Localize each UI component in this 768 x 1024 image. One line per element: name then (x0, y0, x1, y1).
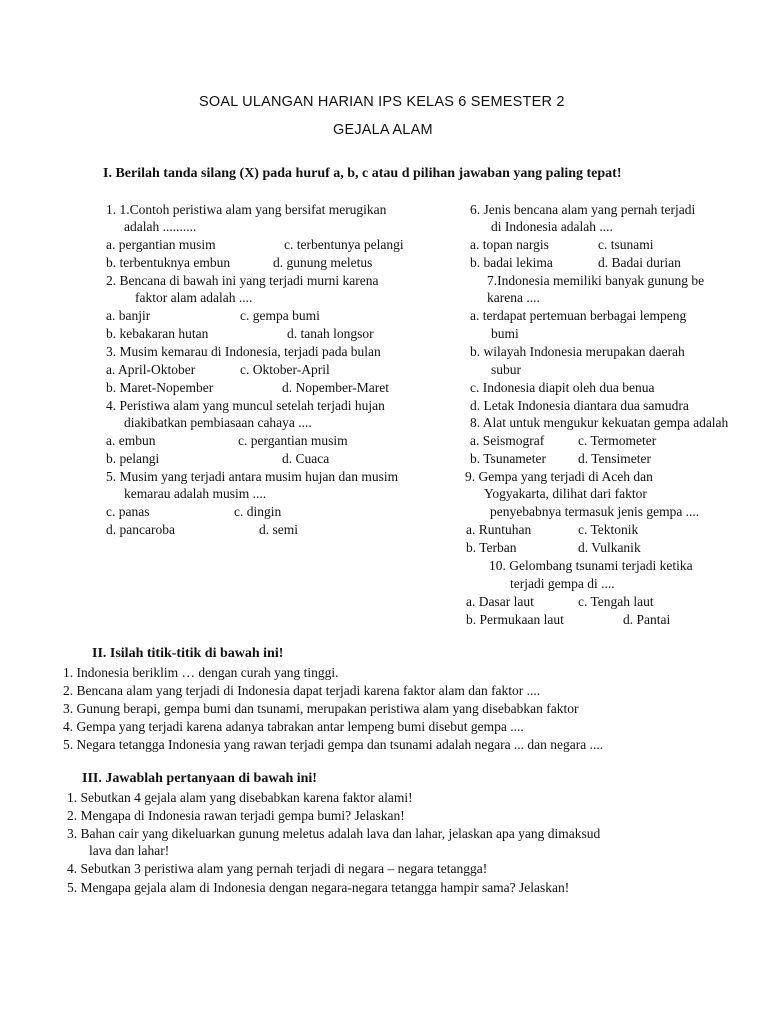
option: d. Cuaca (282, 451, 330, 466)
question-7: 7.Indonesia memiliki banyak gunung be (487, 273, 705, 288)
question-10-cont: terjadi gempa di .... (510, 576, 615, 591)
essay-item: 4. Sebutkan 3 peristiwa alam yang pernah terjadi di negara – negara tetangga! (67, 861, 488, 876)
option: c. pergantian musim (238, 433, 348, 448)
question-1: 1. 1.Contoh peristiwa alam yang bersifat merugikan (106, 202, 387, 217)
essay-item: 2. Mengapa di Indonesia rawan terjadi gempa bumi? Jelaskan! (67, 808, 405, 823)
option: c. Tektonik (578, 522, 639, 537)
essay-item: 3. Bahan cair yang dikeluarkan gunung meletus adalah lava dan lahar, jelaskan apa yang dimaksud (67, 826, 601, 841)
question-5: 5. Musim yang terjadi antara musim hujan dan musim (106, 469, 399, 484)
essay-item-cont: lava dan lahar! (89, 843, 170, 858)
option: c. terbentunya pelangi (284, 237, 404, 252)
question-2: 2. Bencana di bawah ini yang terjadi murni karena (106, 273, 379, 288)
question-3: 3. Musim kemarau di Indonesia, terjadi pada bulan (106, 344, 381, 359)
fill-in-item: 3. Gunung berapi, gempa bumi dan tsunami, merupakan peristiwa alam yang disebabkan faktor (63, 701, 579, 716)
question-6: 6. Jenis bencana alam yang pernah terjadi (470, 202, 696, 217)
option: b. badai lekima (470, 255, 553, 270)
option: d. Badai durian (598, 255, 681, 270)
option: c. dingin (234, 504, 282, 519)
page-title: SOAL ULANGAN HARIAN IPS KELAS 6 SEMESTER 2 (199, 94, 565, 110)
option: d. Nopember-Maret (282, 380, 389, 395)
option: b. pelangi (106, 451, 160, 466)
question-9-cont: Yogyakarta, dilihat dari faktor (484, 486, 647, 501)
option: b. Terban (466, 540, 517, 555)
option: a. embun (106, 433, 156, 448)
fill-in-item: 1. Indonesia beriklim … dengan curah yang tinggi. (63, 665, 339, 680)
section-2-heading: II. Isilah titik-titik di bawah ini! (92, 646, 284, 661)
option: b. Maret-Nopember (106, 380, 214, 395)
option: a. Seismograf (470, 433, 545, 448)
option: c. tsunami (598, 237, 654, 252)
question-4: 4. Peristiwa alam yang muncul setelah terjadi hujan (106, 398, 385, 413)
essay-item: 1. Sebutkan 4 gejala alam yang disebabkan karena faktor alami! (67, 790, 413, 805)
question-5-cont: kemarau adalah musim .... (124, 486, 267, 501)
fill-in-item: 2. Bencana alam yang terjadi di Indonesia dapat terjadi karena faktor alam dan faktor .... (63, 683, 541, 698)
option: c. Tengah laut (578, 594, 654, 609)
question-10: 10. Gelombang tsunami terjadi ketika (489, 558, 693, 573)
option: d. Tensimeter (578, 451, 652, 466)
question-9-cont: penyebabnya termasuk jenis gempa .... (490, 504, 700, 519)
option: b. kebakaran hutan (106, 326, 209, 341)
question-4-cont: diakibatkan pembiasaan cahaya .... (124, 415, 312, 430)
option: d. pancaroba (106, 522, 175, 537)
page-subtitle: GEJALA ALAM (333, 122, 433, 138)
option: b. terbentuknya embun (106, 255, 231, 270)
option: c. Termometer (578, 433, 657, 448)
option: d. semi (259, 522, 298, 537)
option: a. pergantian musim (106, 237, 216, 252)
option: c. Indonesia diapit oleh dua benua (470, 380, 655, 395)
question-1-cont: adalah .......... (124, 219, 197, 234)
option: d. Vulkanik (578, 540, 641, 555)
option: b. Permukaan laut (466, 612, 564, 627)
fill-in-item: 5. Negara tetangga Indonesia yang rawan terjadi gempa dan tsunami adalah negara ... dan negara .... (63, 737, 604, 752)
section-1-heading: I. Berilah tanda silang (X) pada huruf a, b, c atau d pilihan jawaban yang paling tepat! (103, 166, 622, 181)
option: c. gempa bumi (240, 308, 320, 323)
question-2-cont: faktor alam adalah .... (135, 290, 253, 305)
option: a. April-Oktober (106, 362, 196, 377)
option: a. banjir (106, 308, 151, 323)
option: d. Pantai (623, 612, 671, 627)
question-6-cont: di Indonesia adalah .... (491, 219, 613, 234)
question-9: 9. Gempa yang terjadi di Aceh dan (465, 469, 653, 484)
option: c. panas (106, 504, 150, 519)
option: d. Letak Indonesia diantara dua samudra (470, 398, 689, 413)
option: d. gunung meletus (273, 255, 373, 270)
option: b. wilayah Indonesia merupakan daerah (470, 344, 685, 359)
option: b. Tsunameter (470, 451, 547, 466)
option: a. terdapat pertemuan berbagai lempeng (470, 308, 687, 323)
question-8: 8. Alat untuk mengukur kekuatan gempa adalah (470, 415, 729, 430)
option-cont: bumi (491, 326, 519, 341)
question-7-cont: karena .... (487, 290, 540, 305)
option-cont: subur (491, 362, 521, 377)
option: d. tanah longsor (287, 326, 374, 341)
option: a. Dasar laut (466, 594, 534, 609)
option: a. Runtuhan (466, 522, 532, 537)
fill-in-item: 4. Gempa yang terjadi karena adanya tabrakan antar lempeng bumi disebut gempa .... (63, 719, 524, 734)
option: c. Oktober-April (240, 362, 330, 377)
option: a. topan nargis (470, 237, 549, 252)
essay-item: 5. Mengapa gejala alam di Indonesia dengan negara-negara tetangga hampir sama? Jelaskan! (67, 880, 570, 895)
section-3-heading: III. Jawablah pertanyaan di bawah ini! (82, 771, 317, 786)
